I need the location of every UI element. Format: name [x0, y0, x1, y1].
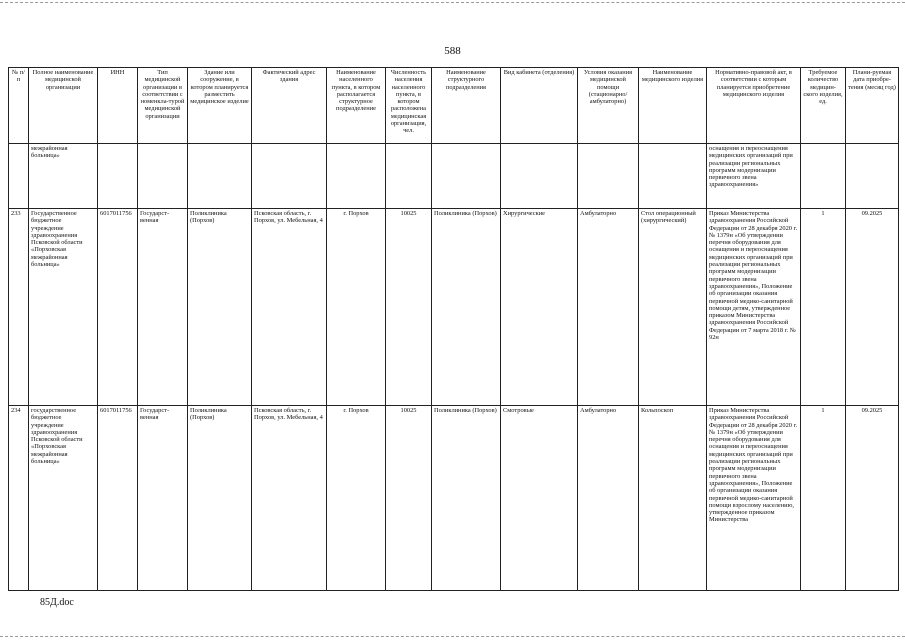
cell-settlement: г. Порхов: [327, 209, 386, 406]
cell-conditions: Амбулаторно: [578, 209, 639, 406]
page-number: 588: [444, 45, 461, 57]
cell-org: межрайонная больница»: [29, 144, 98, 209]
cell-building: Поликлиника (Порхов): [188, 209, 252, 406]
header-cell-num: № п/п: [9, 68, 29, 144]
scan-edge-top: [0, 2, 905, 3]
header-cell-type: Тип медицинской организации в соответствии с номенкла-турой медицинской организации: [138, 68, 188, 144]
cell-cabinet: [501, 144, 578, 209]
cell-address: [252, 144, 327, 209]
cell-org: государственное бюджетное учреждение здравоохранения Псковской области «Порховская межрайонная больница»: [29, 406, 98, 591]
header-cell-address: Фактический адрес здания: [252, 68, 327, 144]
cell-unit: [432, 144, 501, 209]
cell-device: Кольпоскоп: [639, 406, 707, 591]
cell-type: Государст-венная: [138, 209, 188, 406]
cell-conditions: [578, 144, 639, 209]
cell-type: Государст-венная: [138, 406, 188, 591]
cell-address: Псковская область, г. Порхов, ул. Мебельная, 4: [252, 406, 327, 591]
cell-act: Приказ Министерства здравоохранения Российской Федерации от 28 декабря 2020 г. № 1379н «Об утверждении перечня оборудования для оснащения и переоснащения медицинских организаций при реализации региональных программ модернизации первичного звена здравоохранения», Положение об организации оказания первичной медико-санитарной помощи взрослому населению, утвержденное приказом Министерства: [707, 406, 801, 591]
document-filename: 85Д.doc: [40, 597, 74, 608]
cell-unit: Поликлиника (Порхов): [432, 406, 501, 591]
cell-settlement: [327, 144, 386, 209]
table-row-continuation: [9, 144, 899, 209]
cell-qty: 1: [801, 406, 846, 591]
cell-inn: 6017011756: [98, 209, 138, 406]
cell-inn: 6017011756: [98, 406, 138, 591]
cell-address: Псковская область, г. Порхов, ул. Мебельная, 4: [252, 209, 327, 406]
cell-qty: [801, 144, 846, 209]
cell-date: 09.2025: [846, 209, 899, 406]
header-cell-act: Нормативно-правовой акт, в соответствии с которым планируется приобретение медицинского изделия: [707, 68, 801, 144]
cell-org: Государственное бюджетное учреждение здравоохранения Псковской области «Порховская межрайонная больница»: [29, 209, 98, 406]
cell-device: [639, 144, 707, 209]
cell-device: Стол операционный (хирургический): [639, 209, 707, 406]
header-cell-conditions: Условия оказания медицинской помощи (стационарно/ амбулаторно): [578, 68, 639, 144]
cell-conditions: Амбулаторно: [578, 406, 639, 591]
scan-edge-bottom: [0, 636, 905, 637]
header-cell-building: Здание или сооружение, в котором планируется разместить медицинское изделие: [188, 68, 252, 144]
header-cell-inn: ИНН: [98, 68, 138, 144]
cell-population: 10025: [386, 406, 432, 591]
procurement-table: [8, 67, 899, 591]
cell-act: оснащения и переоснащения медицинских организаций при реализации региональных программ модернизации первичного звена здравоохранения»: [707, 144, 801, 209]
header-cell-qty: Требуемое количество медицин-ского изделия, ед.: [801, 68, 846, 144]
cell-date: 09.2025: [846, 406, 899, 591]
table-header-row: [9, 68, 899, 144]
cell-num: [9, 144, 29, 209]
cell-unit: Поликлиника (Порхов): [432, 209, 501, 406]
cell-act: Приказ Министерства здравоохранения Российской Федерации от 28 декабря 2020 г. № 1379н «Об утверждении перечня оборудования для оснащения и переоснащения медицинских организаций при реализации региональных программ модернизации первичного звена здравоохранения», Положение об организации оказания первичной медико-санитарной помощи детям, утвержденное приказом Министерства здравоохранения Российской Федерации от 7 марта 2018 г. № 92н: [707, 209, 801, 406]
header-cell-device: Наименование медицинского изделия: [639, 68, 707, 144]
cell-population: [386, 144, 432, 209]
cell-building: [188, 144, 252, 209]
table-row: [9, 209, 899, 406]
header-cell-org: Полное наименование медицинской организации: [29, 68, 98, 144]
cell-building: Поликлиника (Порхов): [188, 406, 252, 591]
cell-num: 233: [9, 209, 29, 406]
cell-qty: 1: [801, 209, 846, 406]
cell-cabinet: Хирургические: [501, 209, 578, 406]
header-cell-date: Плани-руемая дата приобре-тения (месяц год): [846, 68, 899, 144]
header-cell-cabinet: Вид кабинета (отделения): [501, 68, 578, 144]
header-cell-unit: Наименование структурного подразделения: [432, 68, 501, 144]
cell-cabinet: Смотровые: [501, 406, 578, 591]
table-row: [9, 406, 899, 591]
cell-inn: [98, 144, 138, 209]
cell-num: 234: [9, 406, 29, 591]
header-cell-population: Численность населения населенного пункта, в котором расположена медицинская организация, чел.: [386, 68, 432, 144]
cell-type: [138, 144, 188, 209]
cell-population: 10025: [386, 209, 432, 406]
cell-settlement: г. Порхов: [327, 406, 386, 591]
cell-date: [846, 144, 899, 209]
header-cell-settlement: Наименование населенного пункта, в котором располагается структурное подразделение: [327, 68, 386, 144]
